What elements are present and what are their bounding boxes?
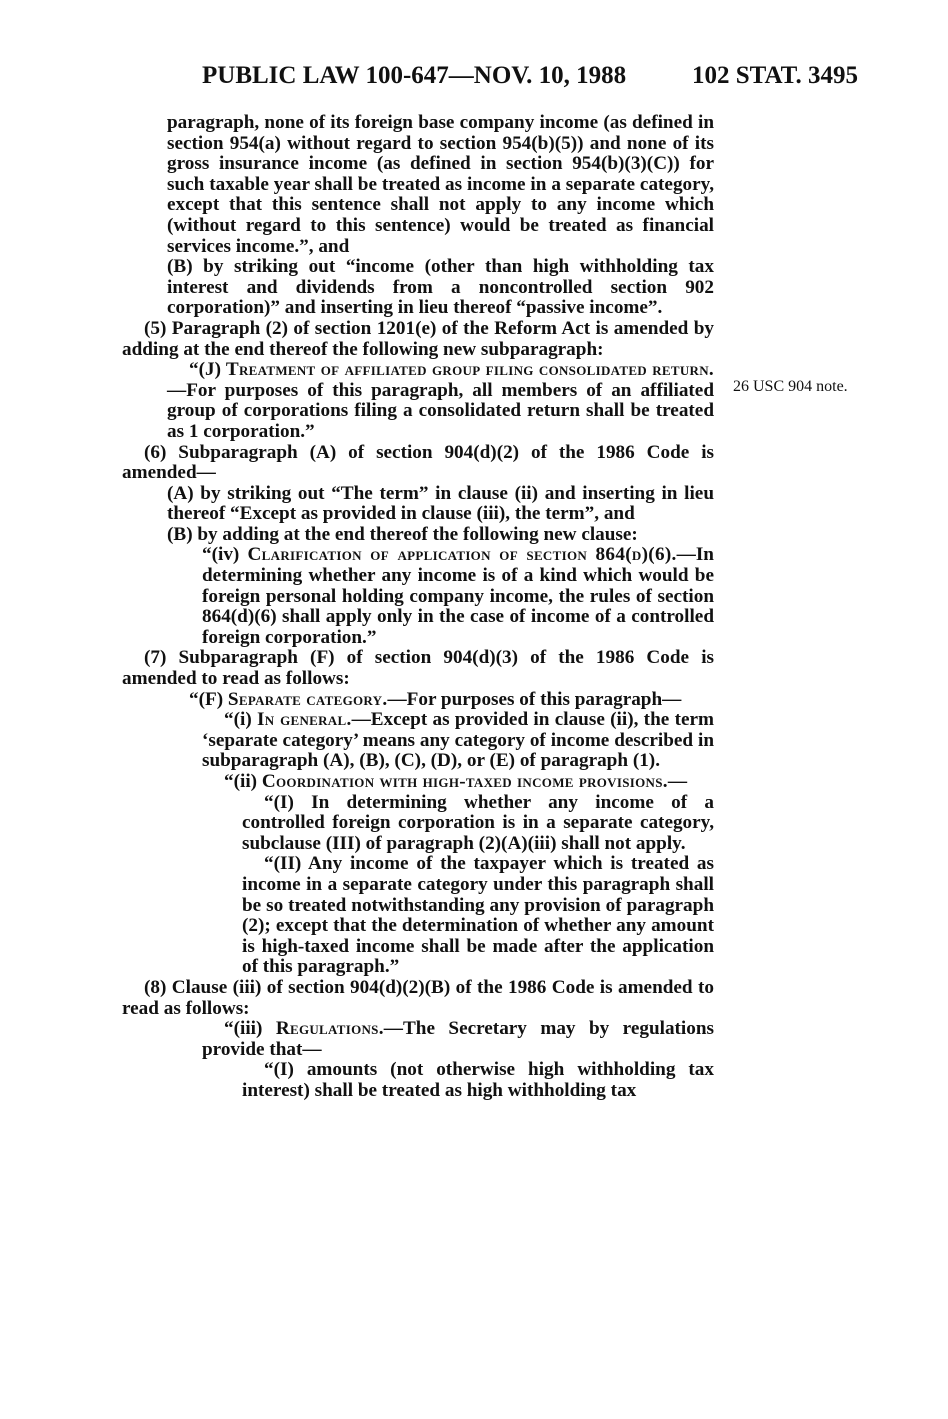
subparagraph-f-heading: Separate category. [227, 688, 388, 710]
clause-iii [122, 1019, 714, 1060]
subclause-i: “(I) In determining whether any income of a controlled foreign corporation is in a separate category, subclause (III) of paragraph (2)(A)(iii) shall not apply. [242, 791, 714, 854]
subparagraph-j-heading: Treatment of affiliated group filing consolidated return. [225, 359, 714, 381]
subparagraph-f [122, 690, 714, 711]
paragraph-6: (6) Subparagraph (A) of section 904(d)(2) of the 1986 Code is amended— [122, 441, 714, 484]
paragraph-continuation: paragraph, none of its foreign base company income (as defined in section 954(a) without regard to section 954(b)(5)) and none of its gross insurance income (as defined in section 954(b)(3)(C)) for such taxable year shall be treated as income in a separate category, except that this sentence shall not apply to any income which (without regard to this sentence) would be treated as financial services income.”, and [167, 112, 714, 257]
clause-ii-lead: “(ii) [224, 771, 262, 792]
paragraph-8: (8) Clause (iii) of section 904(d)(2)(B) of the 1986 Code is amended to read as follows: [122, 976, 714, 1019]
paragraph-6a: (A) by striking out “The term” in clause (ii) and inserting in lieu thereof “Except as provided in clause (iii), the term”, and [167, 482, 714, 525]
clause-iii-lead: “(iii) [224, 1018, 276, 1040]
clause-ii-text: — [667, 771, 688, 792]
subparagraph-f-text: —For purposes of this paragraph— [387, 688, 682, 710]
page-number: 102 STAT. 3495 [692, 62, 858, 89]
clause-iii-text: —The Secretary may by regulations provide that— [202, 1018, 714, 1060]
clause-i-heading: In general. [257, 709, 352, 731]
law-title: PUBLIC LAW 100-647—NOV. 10, 1988 [202, 62, 627, 89]
subclause-ii: “(II) Any income of the taxpayer which is treated as income in a separate category under this paragraph shall be so treated notwithstanding any provision of paragraph (2); except that the determination of whether any amount is high-taxed income shall be made after the application of this paragraph.” [242, 853, 714, 978]
paragraph-5: (5) Paragraph (2) of section 1201(e) of the Reform Act is amended by adding at the end thereof the following new subparagraph: [122, 317, 714, 360]
subparagraph-j [122, 360, 714, 442]
clause-iv-lead: “(iv) [202, 544, 248, 566]
subparagraph-f-lead: “(F) [189, 688, 228, 710]
clause-i-lead: “(i) [224, 709, 258, 731]
clause-ii [122, 772, 714, 793]
paragraph-7: (7) Subparagraph (F) of section 904(d)(3) of the 1986 Code is amended to read as follows: [122, 647, 714, 690]
paragraph-b-striking: (B) by striking out “income (other than high withholding tax interest and dividends from a noncontrolled section 902 corporation)” and inserting in lieu thereof “passive income”. [167, 256, 714, 319]
clause-i-text: —Except as provided in clause (ii), the term ‘separate category’ means any category of income described in subparagraph (A), (B), (C), (D), or (E) of paragraph (1). [202, 709, 714, 772]
paragraph-6b: (B) by adding at the end thereof the following new clause: [167, 523, 638, 545]
clause-iv-text: —In determining whether any income is of a kind which would be foreign personal holding company income, the rules of section 864(d)(6) shall apply only in the case of income of a controlled foreign corporation.” [202, 544, 714, 648]
clause-iv-heading: Clarification of application of section 864(d)(6). [247, 544, 677, 566]
clause-iv [122, 545, 714, 648]
margin-note: 26 USC 904 note. [733, 378, 848, 395]
document-body [122, 113, 714, 1102]
subparagraph-j-lead: “(J) [189, 359, 226, 381]
clause-iii-heading: Regulations. [275, 1018, 384, 1040]
clause-ii-heading: Coordination with high-taxed income provisions. [261, 771, 668, 792]
subparagraph-j-text: —For purposes of this paragraph, all members of an affiliated group of corporations filing a consolidated return shall be treated as 1 corporation.” [167, 379, 714, 442]
subclause-i-amounts: “(I) amounts (not otherwise high withholding tax interest) shall be treated as high withholding tax [242, 1059, 714, 1101]
clause-i [122, 710, 714, 772]
page-header [180, 62, 858, 98]
